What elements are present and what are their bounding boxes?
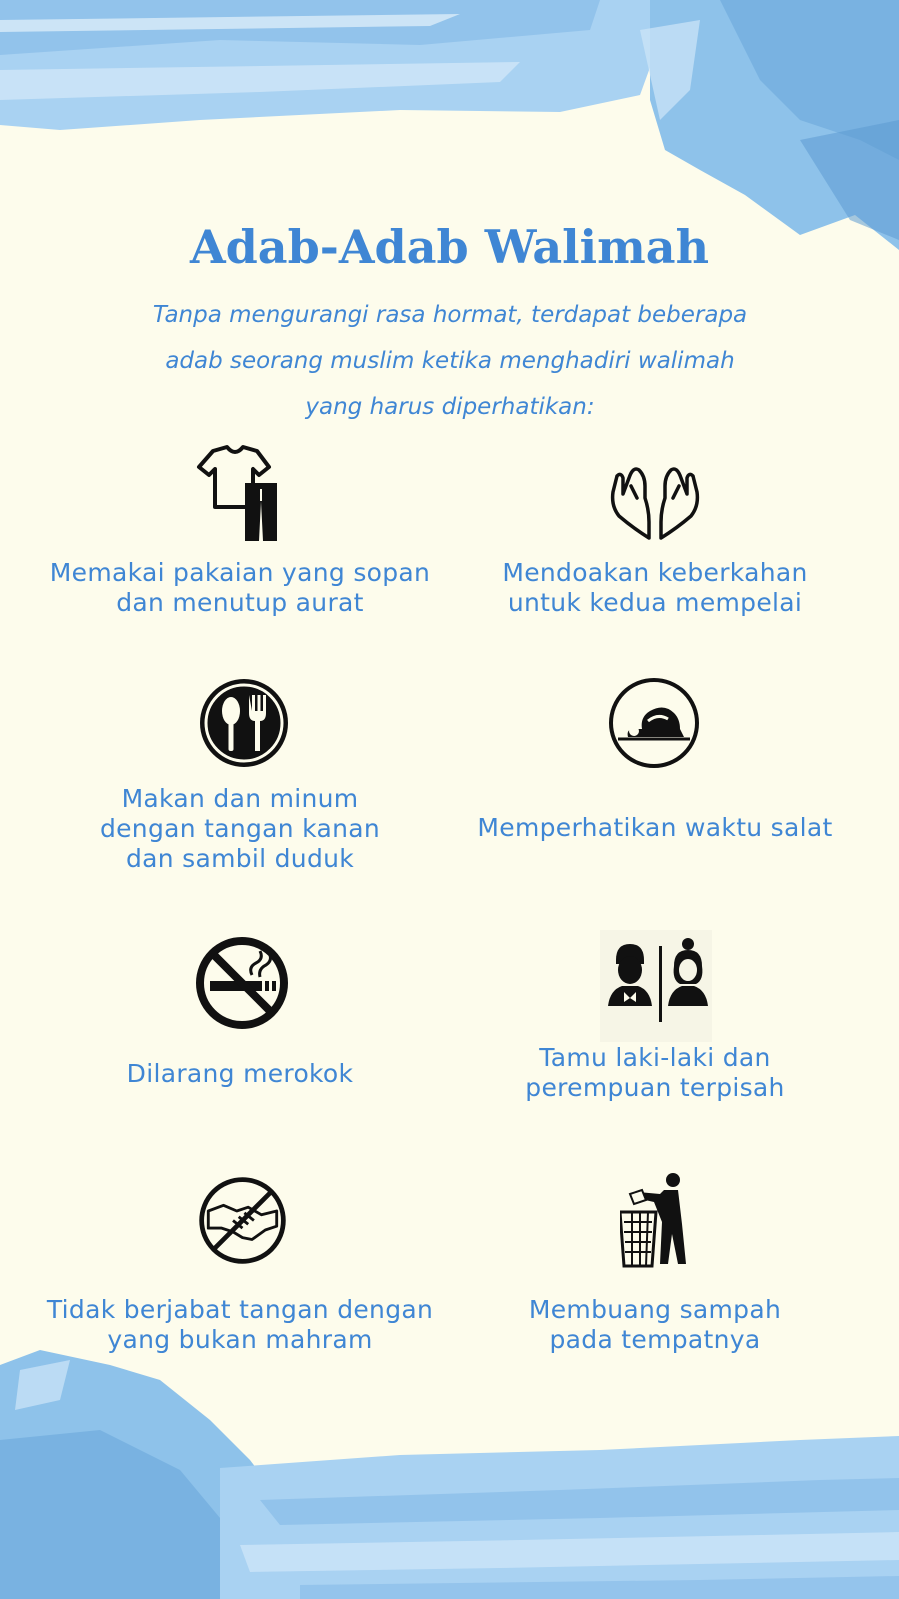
- item-label: Tamu laki-laki dan perempuan terpisah: [525, 1043, 785, 1102]
- item-label: Tidak berjabat tangan dengan yang bukan mahram: [46, 1295, 434, 1354]
- subtitle-line: yang harus diperhatikan:: [305, 394, 595, 420]
- trash-bin-icon: [620, 1172, 720, 1272]
- clothing-icon: [189, 443, 289, 543]
- praying-hands-icon: [605, 458, 705, 558]
- item-label: Memperhatikan waktu salat: [477, 813, 833, 842]
- spoon-fork-icon: [194, 673, 294, 773]
- man-woman-separated-icon: [600, 930, 712, 1042]
- prostration-icon: [604, 673, 704, 773]
- page-subtitle: [80, 292, 820, 430]
- item-label: Makan dan minum dengan tangan kanan dan sambil duduk: [99, 784, 381, 873]
- subtitle-line: Tanpa mengurangi rasa hormat, terdapat beberapa: [152, 302, 748, 328]
- item-label: Mendoakan keberkahan untuk kedua mempelai: [502, 558, 808, 617]
- no-handshake-icon: [195, 1173, 290, 1268]
- item-label: Memakai pakaian yang sopan dan menutup aurat: [49, 558, 431, 617]
- subtitle-line: adab seorang muslim ketika menghadiri walimah: [165, 348, 735, 374]
- item-label: Dilarang merokok: [126, 1059, 354, 1088]
- item-label: Membuang sampah pada tempatnya: [528, 1295, 782, 1354]
- page-title: Adab-Adab Walimah: [189, 220, 710, 274]
- no-smoking-icon: [192, 933, 292, 1033]
